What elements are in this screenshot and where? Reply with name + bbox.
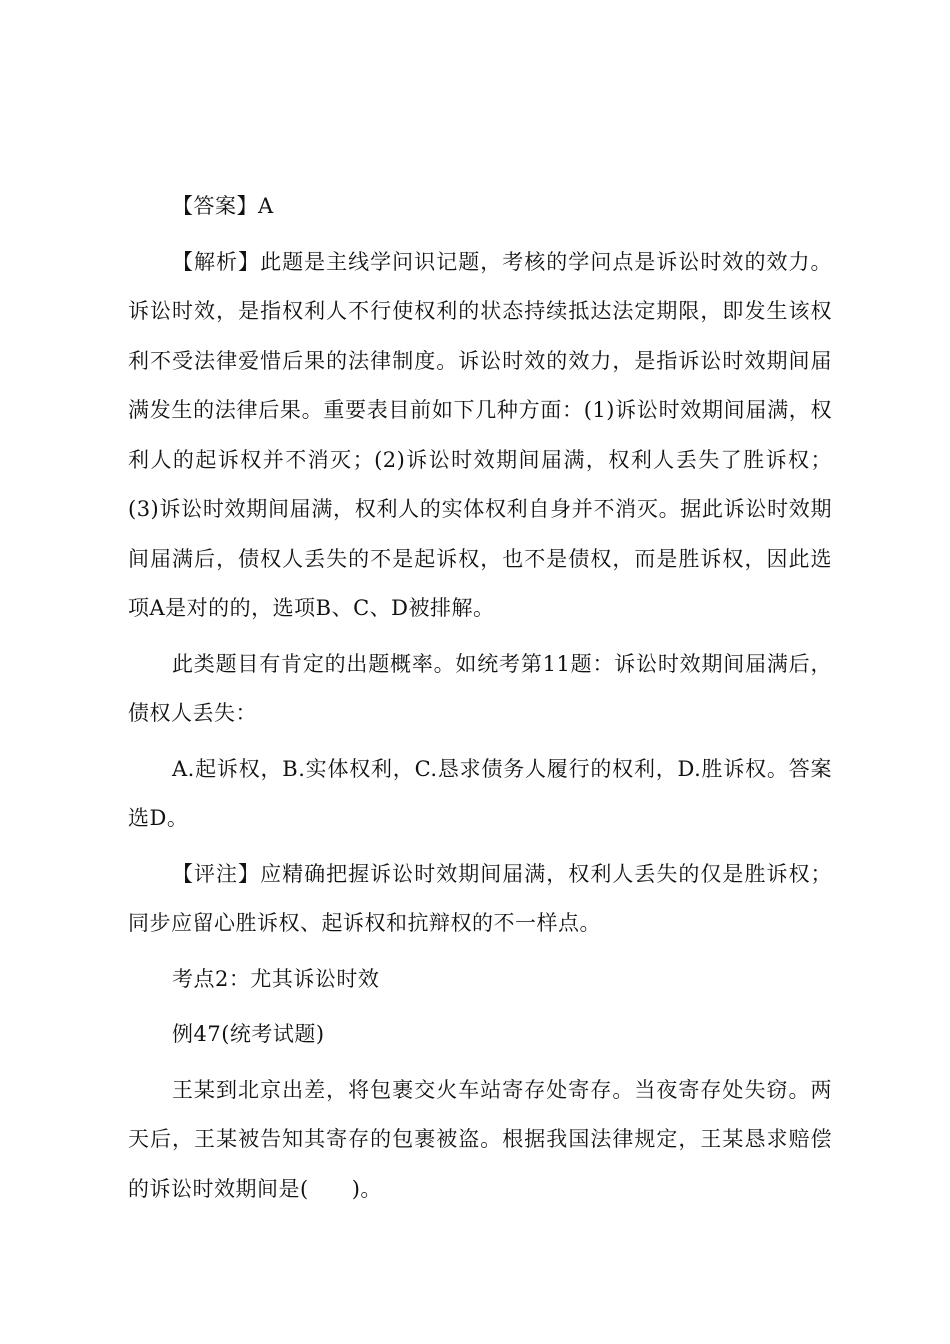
- example-intro-paragraph: 此类题目有肯定的出题概率。如统考第11题：诉讼时效期间届满后，债权人丢失：: [128, 651, 832, 725]
- comment-paragraph: 【评注】应精确把握诉讼时效期间届满，权利人丢失的仅是胜诉权；同步应留心胜诉权、起诉权和抗辩权的不一样点。: [128, 861, 832, 935]
- analysis-paragraph: 【解析】此题是主线学问识记题，考核的学问点是诉讼时效的效力。诉讼时效，是指权利人不行使权利的状态持续抵达法定期限，即发生该权利不受法律爱惜后果的法律制度。诉讼时效的效力，是指诉讼时效期间届满发生的法律后果。重要表目前如下几种方面：(1)诉讼时效期间届满，权利人的起诉权并不消灭；(2)诉讼时效期间届满，权利人丢失了胜诉权；(3)诉讼时效期间届满，权利人的实体权利自身并不消灭。据此诉讼时效期间届满后，债权人丢失的不是起诉权，也不是债权，而是胜诉权，因此选项A是对的的，选项B、C、D被排解。: [128, 249, 832, 620]
- example47-heading: 例47(统考试题): [172, 1022, 325, 1046]
- document-body: [128, 182, 832, 1220]
- example-options-paragraph: A.起诉权，B.实体权利，C.恳求债务人履行的权利，D.胜诉权。答案选D。: [128, 756, 832, 830]
- question-paragraph: 王某到北京出差，将包裹交火车站寄存处寄存。当夜寄存处失窃。两天后，王某被告知其寄存的包裹被盗。根据我国法律规定，王某恳求赔偿的诉讼时效期间是( )。: [128, 1077, 832, 1201]
- answer-paragraph: 【答案】A: [172, 194, 274, 218]
- point2-heading: 考点2：尤其诉讼时效: [172, 966, 380, 991]
